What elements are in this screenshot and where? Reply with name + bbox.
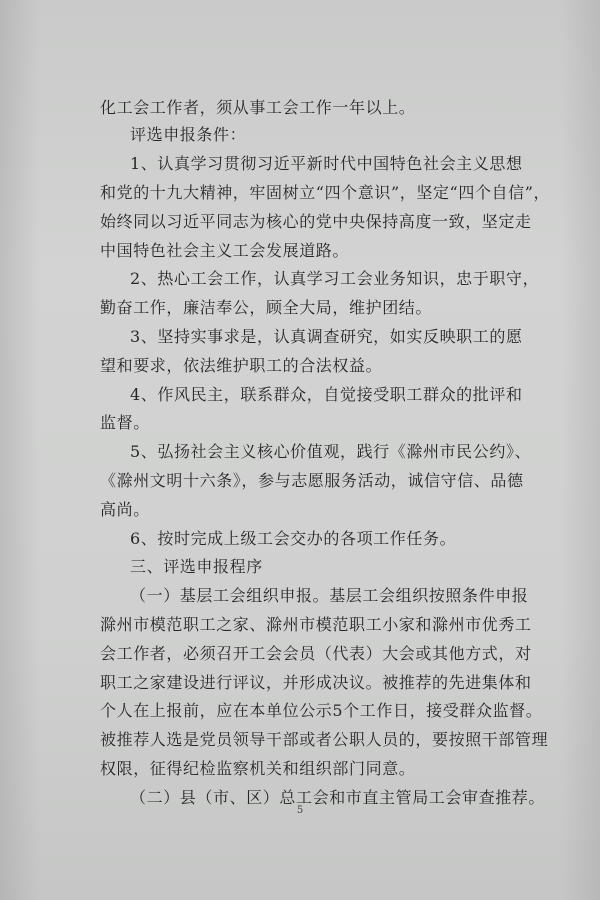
text-line: 权限，征得纪检监察机关和组织部门同意。 — [100, 759, 416, 778]
text-line: （二）县（市、区）总工会和市直主管局工会审查推荐。 — [130, 788, 546, 807]
text-line: 3、坚持实事求是，认真调查研究，如实反映职工的愿 — [130, 327, 523, 346]
text-line: 《滁州文明十六条》，参与志愿服务活动，诚信守信、品德 — [100, 471, 524, 490]
section-heading: 三、评选申报程序 — [130, 557, 263, 576]
text-line: 中国特色社会主义工会发展道路。 — [100, 241, 350, 260]
text-line: 2、热心工会工作，认真学习工会业务知识，忠于职守， — [130, 269, 540, 288]
text-line: 6、按时完成上级工会交办的各项工作任务。 — [130, 529, 457, 548]
text-line: 5、弘扬社会主义核心价值观，践行《滁州市民公约》、 — [130, 442, 532, 461]
text-line: 勤奋工作，廉洁奉公，顾全大局，维护团结。 — [100, 298, 433, 317]
text-line: 始终同以习近平同志为核心的党中央保持高度一致，坚定走 — [100, 212, 532, 231]
text-line: 个人在上报前，应在本单位公示5个工作日，接受群众监督。 — [100, 701, 543, 720]
text-line: 高尚。 — [100, 500, 150, 519]
page-shadow-left — [0, 0, 40, 900]
text-line: 会工作者，必须召开工会会员（代表）大会或其他方式，对 — [100, 644, 532, 663]
text-line: 监督。 — [100, 413, 150, 432]
page-number: 5 — [296, 805, 304, 816]
page-shadow-right — [560, 0, 600, 900]
text-line: 望和要求，依法维护职工的合法权益。 — [100, 356, 383, 375]
text-line: （一）基层工会组织申报。基层工会组织按照条件申报 — [130, 586, 529, 605]
text-line: 化工会工作者，须从事工会工作一年以上。 — [100, 98, 416, 117]
text-line: 4、作风民主，联系群众，自觉接受职工群众的批评和 — [130, 385, 523, 404]
text-line: 滁州市模范职工之家、滁州市模范职工小家和滁州市优秀工 — [100, 615, 532, 634]
text-line: 评选申报条件： — [130, 125, 247, 144]
text-line: 被推荐人选是党员领导干部或者公职人员的，要按照干部管理 — [100, 730, 549, 749]
text-line: 职工之家建设进行评议，并形成决议。被推荐的先进集体和 — [100, 673, 532, 692]
text-line: 1、认真学习贯彻习近平新时代中国特色社会主义思想 — [130, 154, 523, 173]
text-line: 和党的十九大精神，牢固树立“四个意识”，坚定“四个自信”， — [100, 183, 551, 202]
